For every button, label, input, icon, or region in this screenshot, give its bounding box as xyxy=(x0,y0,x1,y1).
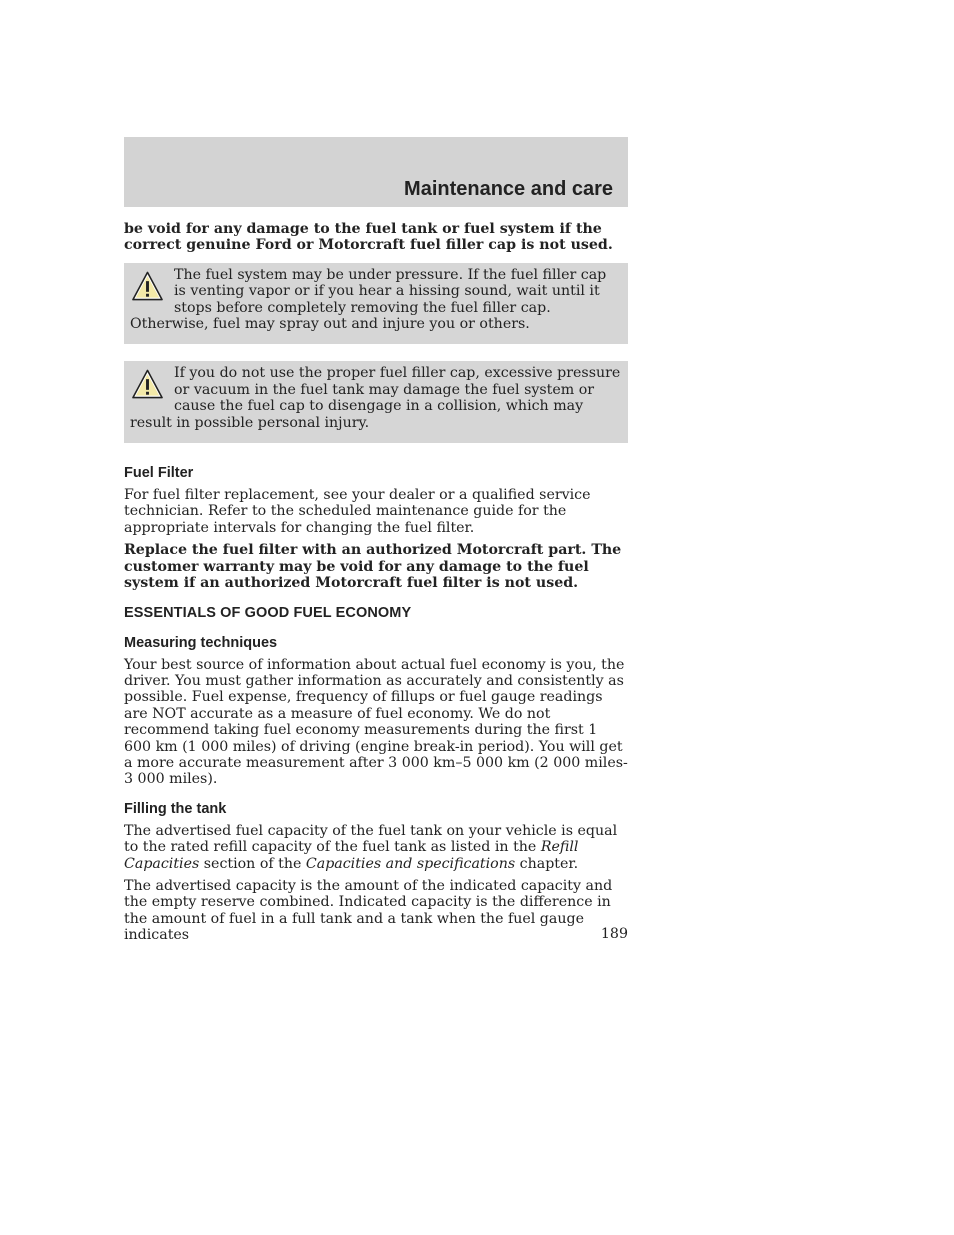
page-header xyxy=(124,137,628,207)
fuel-filter-body: For fuel filter replacement, see your dealer or a qualified service technician. Refer to the scheduled maintenance guide for the appropriate intervals for changing the fuel filter. xyxy=(124,487,591,536)
page-title: Maintenance and care xyxy=(404,178,613,200)
filling-heading: Filling the tank xyxy=(124,800,227,817)
filling-text: chapter. xyxy=(515,855,579,872)
filling-body-2: The advertised capacity is the amount of the indicated capacity and the empty reserve combined. Indicated capacity is the difference in the amount of fuel in a full tank and a tank when the fuel gauge indicates xyxy=(124,877,613,944)
fuel-filter-heading: Fuel Filter xyxy=(124,465,194,482)
essentials-heading: ESSENTIALS OF GOOD FUEL ECONOMY xyxy=(124,604,412,621)
filling-text: section of the xyxy=(199,855,306,872)
capacities-chapter-ref: Capacities and specifications xyxy=(305,855,516,872)
warning-box-filler-cap xyxy=(124,361,628,443)
fuel-filter-warning: Replace the fuel filter with an authorized Motorcraft part. The customer warranty may be void for any damage to the fuel system if an authorized Motorcraft fuel filter is not used. xyxy=(124,542,622,592)
page-number: 189 xyxy=(600,926,628,942)
warning-triangle-icon xyxy=(131,270,164,302)
warning-text: The fuel system may be under pressure. If the fuel filler cap is venting vapor or if you hear a hissing sound, wait until it stops before completely removing the fuel filler cap. Otherwise, fuel may spray out and injure you or others. xyxy=(130,266,607,333)
measuring-body: Your best source of information about actual fuel economy is you, the driver. You must gather information as accurately and consistently as possible. Fuel expense, frequency of fillups or fuel gauge readings are NOT accurate as a measure of fuel economy. We do not recommend taking fuel economy measurements during the first 1 600 km (1 000 miles) of driving (engine break-in period). You will get a more accurate measurement after 3 000 km–5 000 km (2 000 miles-3 000 miles). xyxy=(124,656,628,788)
measuring-heading: Measuring techniques xyxy=(124,634,278,651)
intro-warning-text: be void for any damage to the fuel tank or fuel system if the correct genuine Ford or Motorcraft fuel filler cap is not used. xyxy=(124,221,613,254)
filling-text: The advertised fuel capacity of the fuel tank on your vehicle is equal to the rated refill capacity of the fuel tank as listed in the xyxy=(124,822,618,856)
warning-text: If you do not use the proper fuel filler cap, excessive pressure or vacuum in the fuel tank may damage the fuel system or cause the fuel cap to disengage in a collision, which may result in possible personal injury. xyxy=(130,365,621,431)
filling-body-1 xyxy=(124,823,628,872)
warning-box-pressure xyxy=(124,263,628,345)
page-content xyxy=(124,221,628,944)
warning-triangle-icon xyxy=(131,368,164,400)
refill-capacities-ref: Refill Capacities xyxy=(124,839,579,872)
